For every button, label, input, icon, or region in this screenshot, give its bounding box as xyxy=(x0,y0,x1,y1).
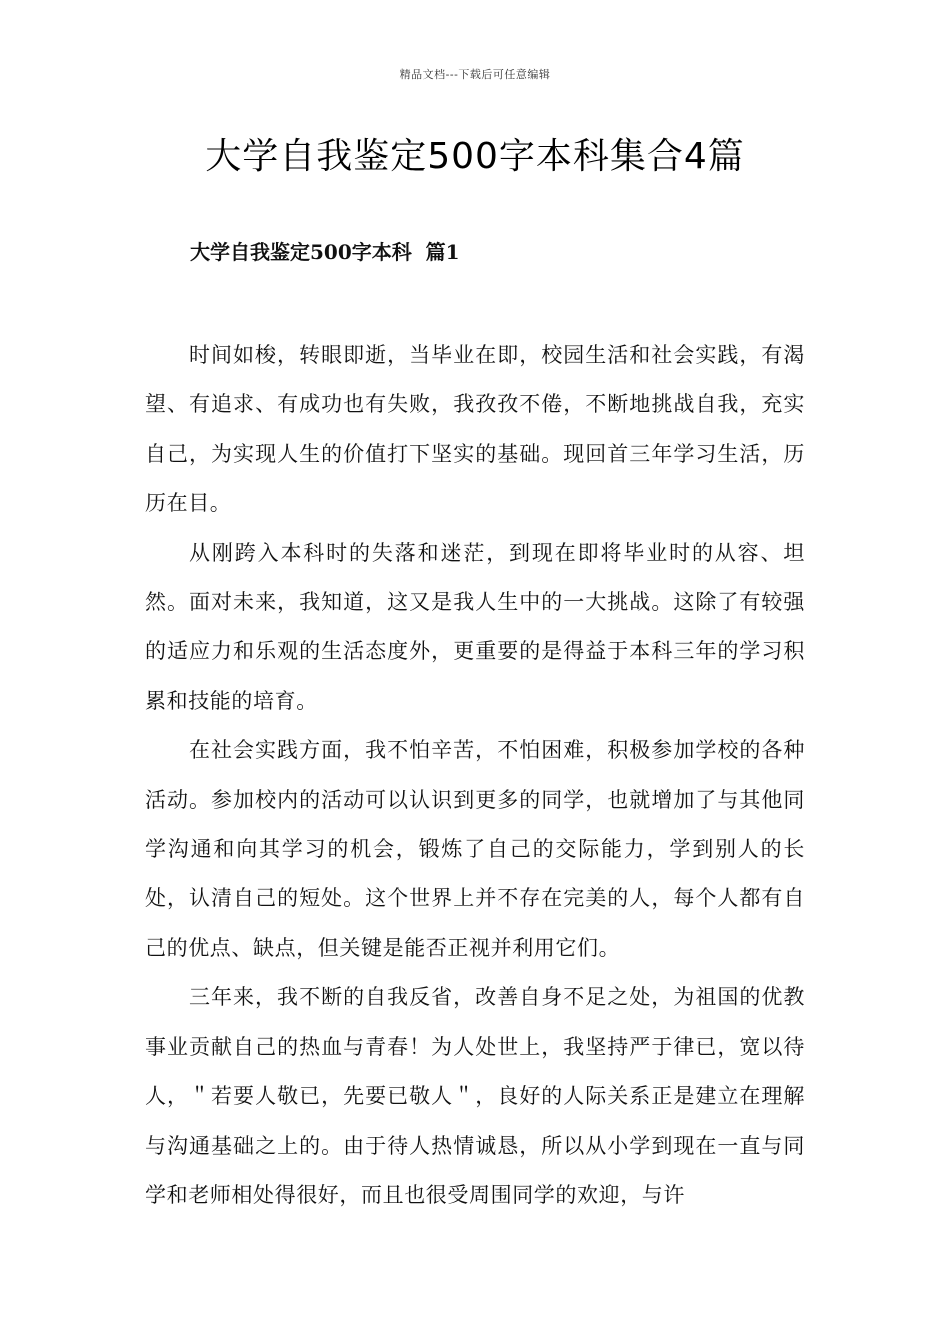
paragraph: 时间如梭，转眼即逝，当毕业在即，校园生活和社会实践，有渴望、有追求、有成功也有失败，我孜孜不倦，不断地挑战自我，充实自己，为实现人生的价值打下坚实的基础。现回首三年学习生活，历历在目。 xyxy=(145,343,805,516)
body-text xyxy=(145,331,805,1220)
paragraph: 三年来，我不断的自我反省，改善自身不足之处，为祖国的优教事业贡献自己的热血与青春！为人处世上，我坚持严于律已，宽以待人，＂若要人敬已，先要已敬人＂，良好的人际关系正是建立在理解与沟通基础之上的。由于待人热情诚恳，所以从小学到现在一直与同学和老师相处得很好，而且也很受周围同学的欢迎，与许 xyxy=(145,985,805,1207)
header-note: 精品文档---下载后可任意编辑 xyxy=(399,68,551,81)
section-heading: 大学自我鉴定500字本科 篇1 xyxy=(190,240,460,264)
paragraph: 在社会实践方面，我不怕辛苦，不怕困难，积极参加学校的各种活动。参加校内的活动可以认识到更多的同学，也就增加了与其他同学沟通和向其学习的机会，锻炼了自己的交际能力，学到别人的长处，认清自己的短处。这个世界上并不存在完美的人，每个人都有自己的优点、缺点，但关键是能否正视并利用它们。 xyxy=(145,738,805,960)
document-title: 大学自我鉴定500字本科集合4篇 xyxy=(205,136,745,177)
paragraph: 从刚跨入本科时的失落和迷茫，到现在即将毕业时的从容、坦然。面对未来，我知道，这又是我人生中的一大挑战。这除了有较强的适应力和乐观的生活态度外，更重要的是得益于本科三年的学习积累和技能的培育。 xyxy=(145,540,805,713)
